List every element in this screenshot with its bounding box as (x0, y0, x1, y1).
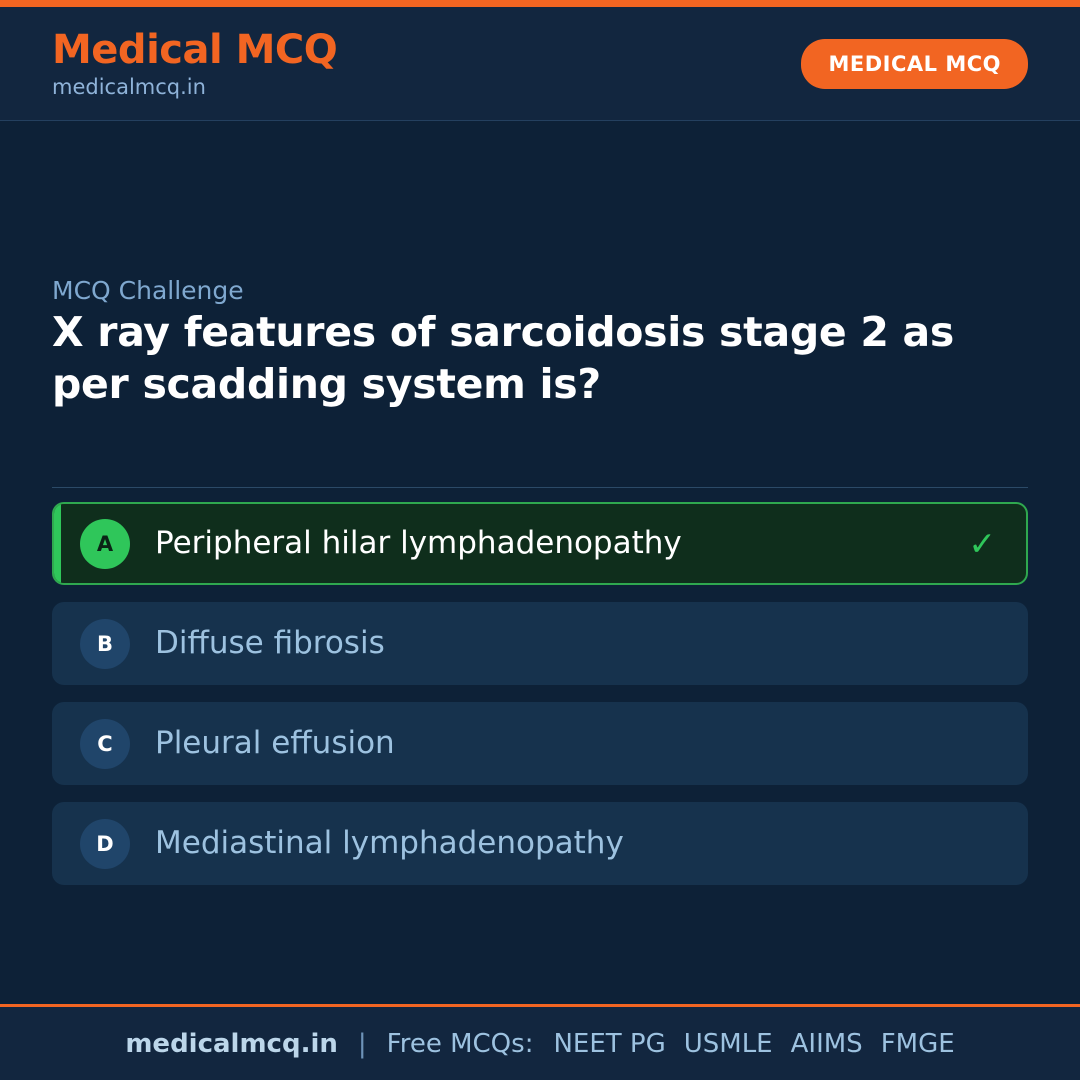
question-area (0, 121, 1080, 1004)
footer-site: medicalmcq.in (125, 1028, 338, 1059)
options-list (52, 502, 1028, 885)
option-b-label: Diffuse fibrosis (155, 625, 385, 661)
section-kicker: MCQ Challenge (52, 276, 244, 305)
option-c-badge: C (80, 719, 130, 769)
option-d[interactable] (52, 802, 1028, 885)
option-d-label: Mediastinal lymphadenopathy (155, 825, 624, 861)
option-c-label: Pleural effusion (155, 725, 395, 761)
brand-block (52, 29, 337, 98)
top-accent-bar (0, 0, 1080, 7)
footer-tags (553, 1029, 954, 1059)
divider (52, 487, 1028, 488)
option-c[interactable] (52, 702, 1028, 785)
option-b[interactable] (52, 602, 1028, 685)
header (0, 7, 1080, 121)
footer-content (125, 1029, 954, 1059)
footer-tag-neetpg: NEET PG (553, 1028, 666, 1059)
header-badge: MEDICAL MCQ (801, 39, 1028, 89)
page-title: X ray features of sarcoidosis stage 2 as per scadding system is? (52, 308, 955, 408)
brand-title: Medical MCQ (52, 27, 338, 73)
check-icon: ✓ (968, 524, 996, 563)
option-d-badge: D (80, 819, 130, 869)
option-a-label: Peripheral hilar lymphadenopathy (155, 525, 682, 561)
brand-subtitle: medicalmcq.in (52, 75, 206, 99)
footer-tag-aiims: AIIMS (790, 1028, 863, 1059)
footer-tag-usmle: USMLE (683, 1028, 773, 1059)
footer-label: Free MCQs: (386, 1028, 534, 1059)
footer-tag-fmge: FMGE (880, 1028, 955, 1059)
option-b-badge: B (80, 619, 130, 669)
footer-separator: | (357, 1028, 367, 1059)
option-a[interactable] (52, 502, 1028, 585)
option-a-badge: A (80, 519, 130, 569)
footer (0, 1004, 1080, 1080)
